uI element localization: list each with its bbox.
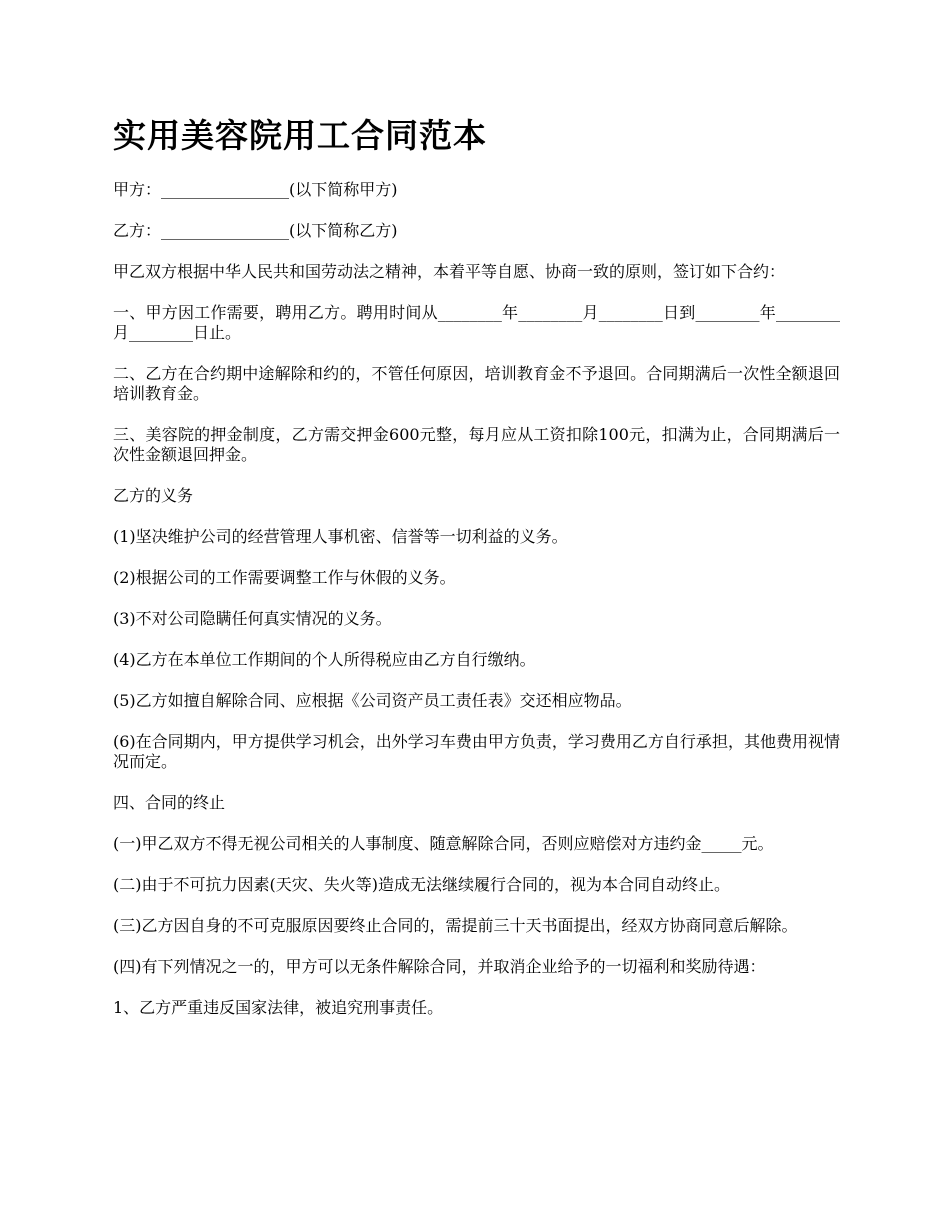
termination-item: (二)由于不可抗力因素(天灾、失火等)造成无法继续履行合同的，视为本合同自动终止。 [113,875,730,894]
preamble-paragraph: 甲乙双方根据中华人民共和国劳动法之精神，本着平等自愿、协商一致的原则，签订如下合约： [113,262,786,281]
termination-item: (一)甲乙双方不得无视公司相关的人事制度、随意解除合同，否则应赔偿对方违约金_____元。 [113,834,774,853]
obligation-item: (4)乙方在本单位工作期间的个人所得税应由乙方自行缴纳。 [113,650,536,669]
termination-item: (三)乙方因自身的不可克服原因要终止合同的，需提前三十天书面提出，经双方协商同意后解除。 [113,916,798,935]
obligation-item: (3)不对公司隐瞒任何真实情况的义务。 [113,609,392,628]
termination-item: (四)有下列情况之一的，甲方可以无条件解除合同，并取消企业给予的一切福利和奖励待遇： [113,957,766,976]
document-title: 实用美容院用工合同范本 [113,116,487,155]
clause-3-deposit: 三、美容院的押金制度，乙方需交押金600元整，每月应从工资扣除100元，扣满为止，合同期满后一次性金额退回押金。 [113,425,840,464]
section-heading-obligations: 乙方的义务 [113,486,194,505]
document-page [113,110,840,1039]
clause-2-training-fee: 二、乙方在合约期中途解除和约的，不管任何原因，培训教育金不予退回。合同期满后一次性全额退回培训教育金。 [113,364,840,403]
party-a-line: 甲方：________________(以下简称甲方) [113,180,398,199]
clause-1-employment-period: 一、甲方因工作需要，聘用乙方。聘用时间从________年________月________日到________年________月________日止。 [113,303,840,342]
termination-sub-item: 1、乙方严重违反国家法律，被追究刑事责任。 [113,998,444,1017]
obligation-item: (1)坚决维护公司的经营管理人事机密、信誉等一切利益的义务。 [113,527,568,546]
obligation-item: (2)根据公司的工作需要调整工作与休假的义务。 [113,568,456,587]
obligation-item: (6)在合同期内，甲方提供学习机会，出外学习车费由甲方负责，学习费用乙方自行承担，其他费用视情况而定。 [113,732,840,771]
section-heading-termination: 四、合同的终止 [113,793,226,812]
obligation-item: (5)乙方如擅自解除合同、应根据《公司资产员工责任表》交还相应物品。 [113,691,632,710]
party-b-line: 乙方：________________(以下简称乙方) [113,221,398,240]
